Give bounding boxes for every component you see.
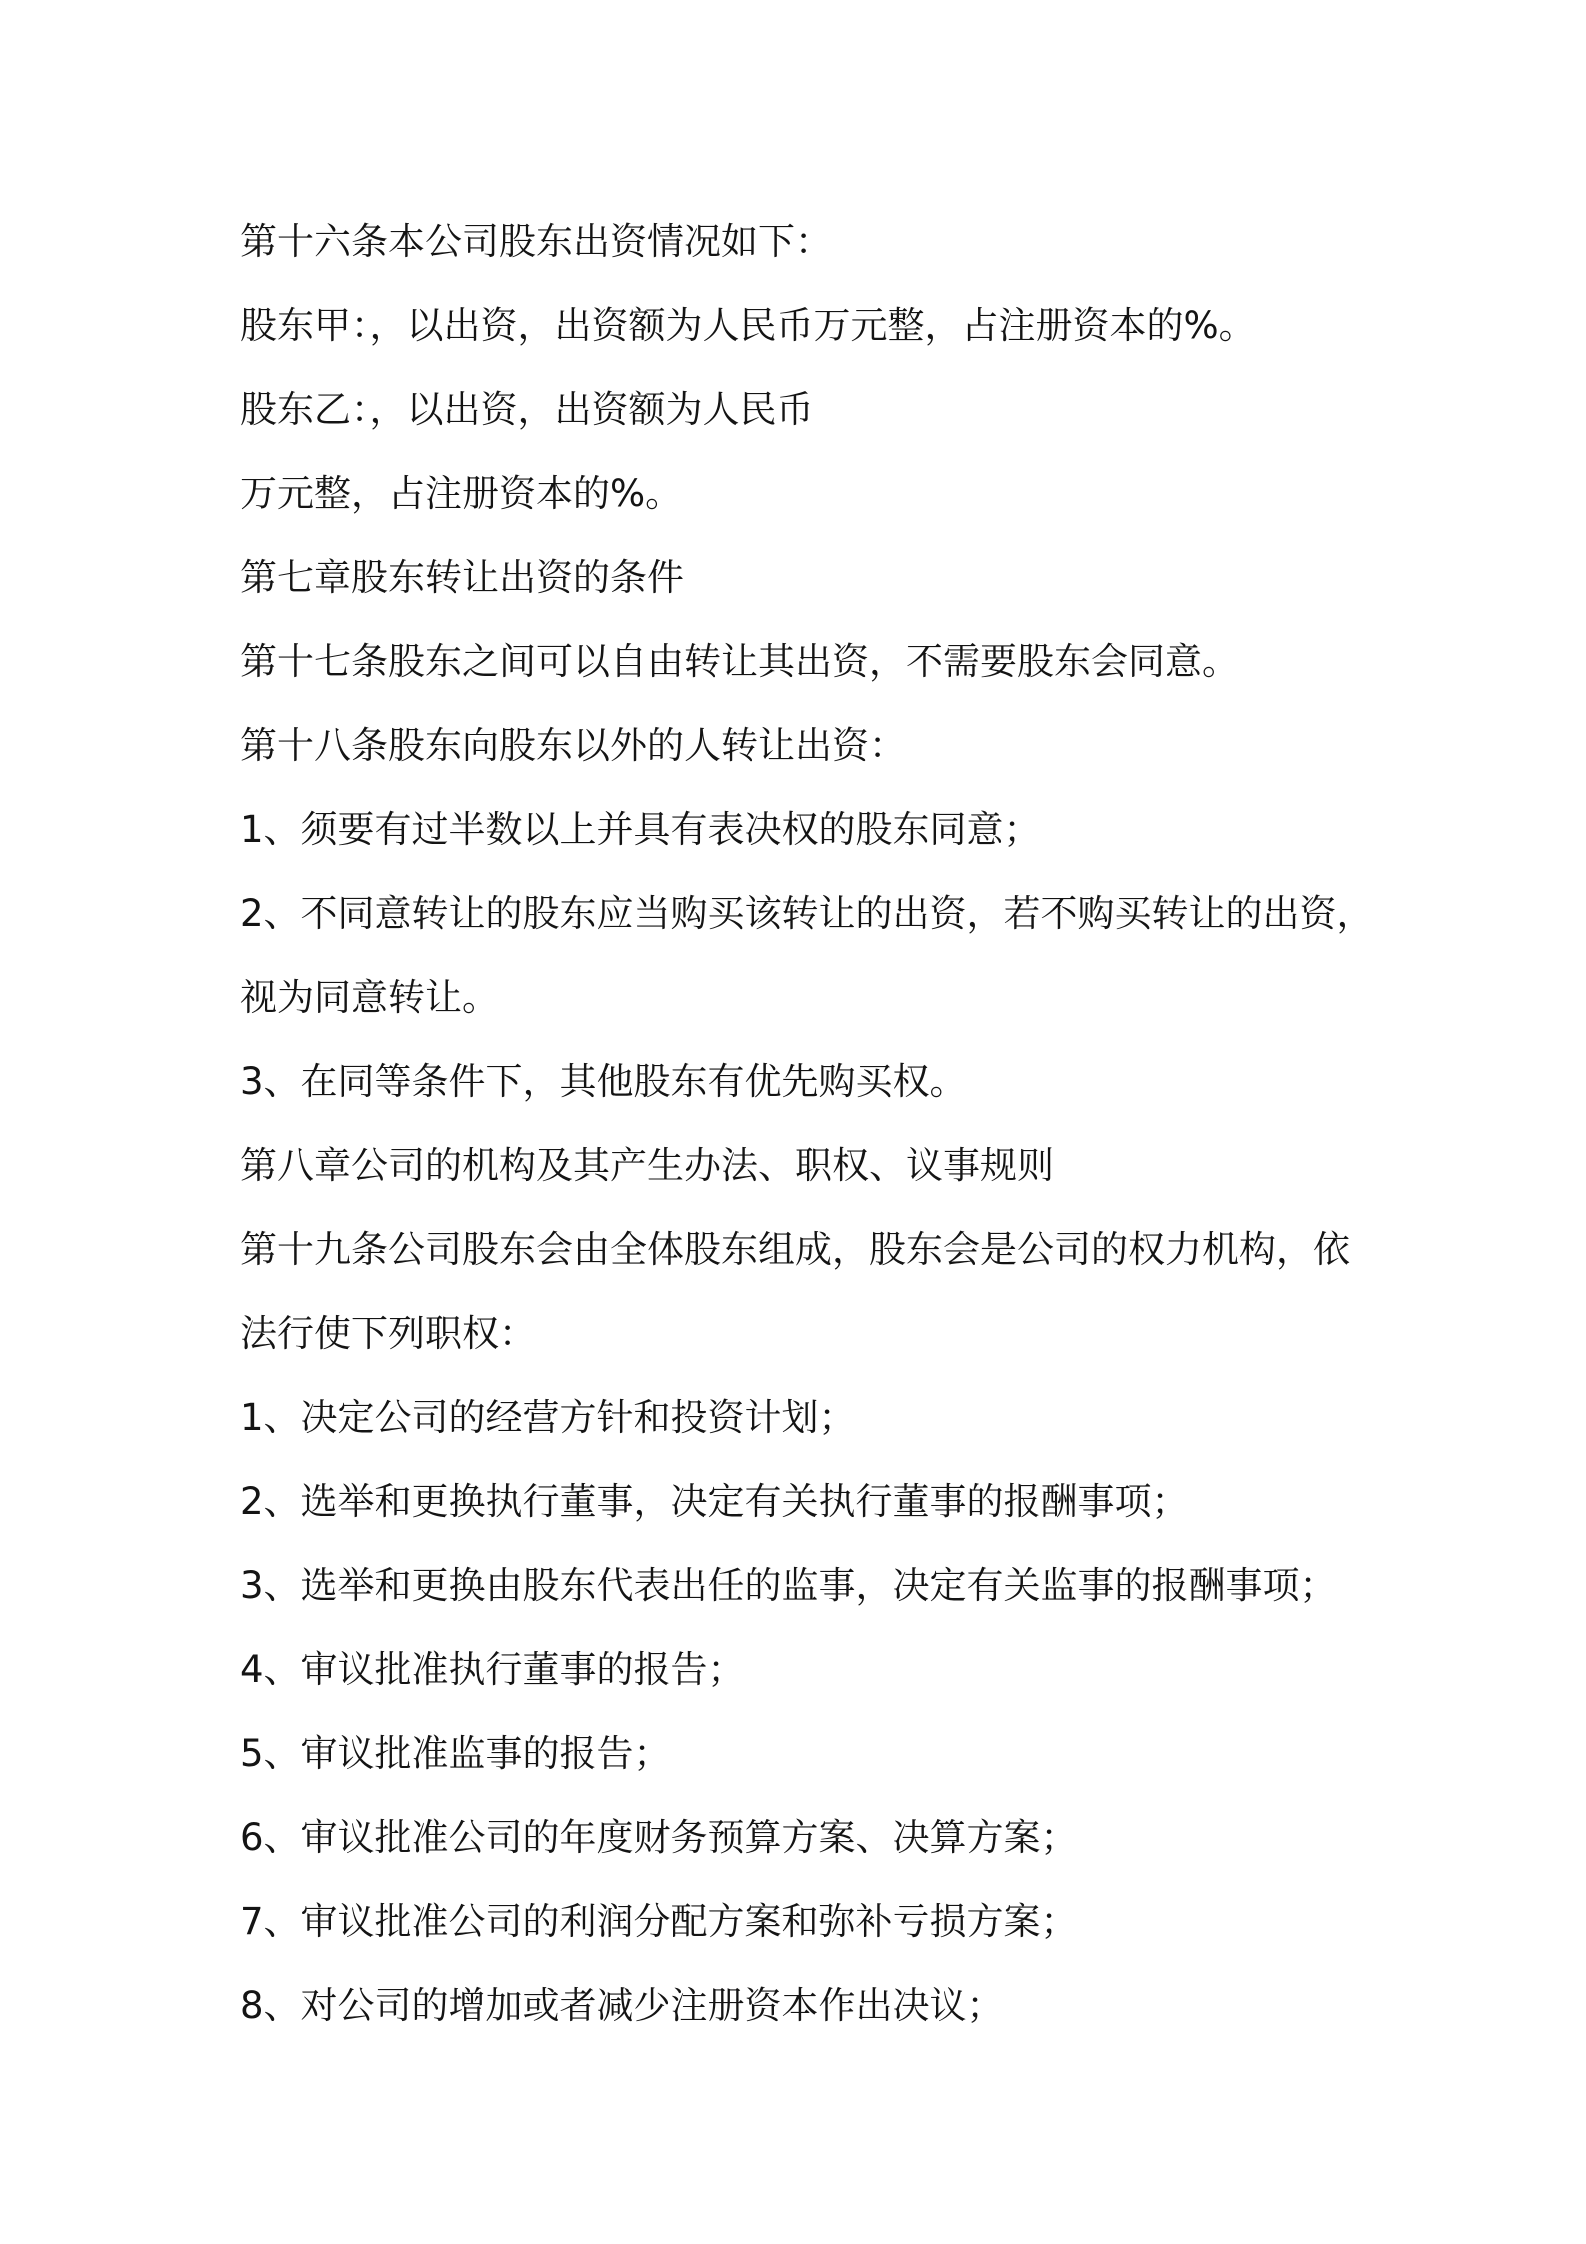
article-18-item-2: 2、不同意转让的股东应当购买该转让的出资，若不购买转让的出资， (240, 892, 1374, 935)
article-19-item-1: 1、决定公司的经营方针和投资计划； (240, 1396, 856, 1439)
chapter-7-heading: 第七章股东转让出资的条件 (240, 556, 684, 599)
article-19-item-7: 7、审议批准公司的利润分配方案和弥补亏损方案； (240, 1900, 1078, 1943)
article-19-heading: 第十九条公司股东会由全体股东组成，股东会是公司的权力机构，依 (240, 1228, 1350, 1271)
shareholder-b-line: 股东乙：，以出资，出资额为人民币 (240, 388, 814, 431)
article-17-text: 第十七条股东之间可以自由转让其出资，不需要股东会同意。 (240, 640, 1239, 683)
article-19-item-2: 2、选举和更换执行董事，决定有关执行董事的报酬事项； (240, 1480, 1189, 1523)
article-16-heading: 第十六条本公司股东出资情况如下： (240, 220, 832, 263)
article-19-item-6: 6、审议批准公司的年度财务预算方案、决算方案； (240, 1816, 1078, 1859)
article-19-item-4: 4、审议批准执行董事的报告； (240, 1648, 745, 1691)
article-18-item-2-continued: 视为同意转让。 (240, 976, 499, 1019)
article-18-item-1: 1、须要有过半数以上并具有表决权的股东同意； (240, 808, 1041, 851)
article-19-item-3: 3、选举和更换由股东代表出任的监事，决定有关监事的报酬事项； (240, 1564, 1337, 1607)
document-body (240, 200, 1380, 2048)
shareholder-b-line-continued: 万元整，占注册资本的%。 (240, 472, 683, 515)
article-19-item-8: 8、对公司的增加或者减少注册资本作出决议； (240, 1984, 1004, 2027)
article-18-item-3: 3、在同等条件下，其他股东有优先购买权。 (240, 1060, 967, 1103)
article-18-heading: 第十八条股东向股东以外的人转让出资： (240, 724, 906, 767)
chapter-8-heading: 第八章公司的机构及其产生办法、职权、议事规则 (240, 1144, 1054, 1187)
shareholder-a-line: 股东甲：，以出资，出资额为人民币万元整，占注册资本的%。 (240, 304, 1256, 347)
article-19-item-5: 5、审议批准监事的报告； (240, 1732, 671, 1775)
article-19-heading-continued: 法行使下列职权： (240, 1312, 536, 1355)
